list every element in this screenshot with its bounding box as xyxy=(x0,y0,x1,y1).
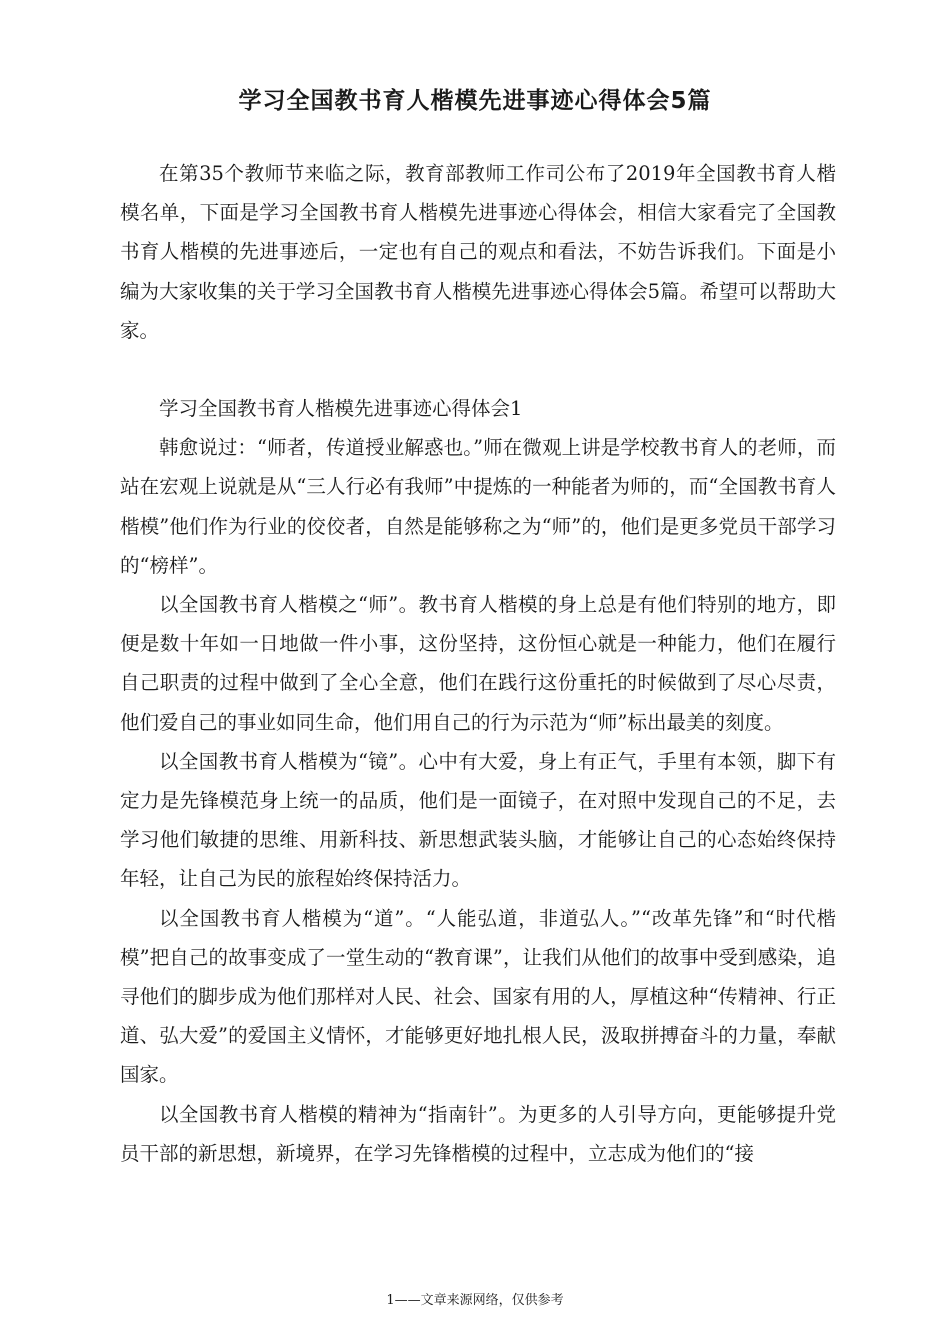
document-body xyxy=(120,154,836,1173)
body-paragraph: 以全国教书育人楷模的精神为“指南针”。为更多的人引导方向，更能够提升党员干部的新思想，新境界，在学习先锋楷模的过程中，立志成为他们的“接 xyxy=(120,1102,836,1165)
body-paragraph: 韩愈说过：“师者，传道授业解惑也。”师在微观上讲是学校教书育人的老师，而站在宏观上说就是从“三人行必有我师”中提炼的一种能者为师的，而“全国教书育人楷模”他们作为行业的佼佼者，自然是能够称之为“师”的，他们是更多党员干部学习的“榜样”。 xyxy=(120,436,836,577)
body-paragraph: 以全国教书育人楷模为“镜”。心中有大爱，身上有正气，手里有本领，脚下有定力是先锋模范身上统一的品质，他们是一面镜子，在对照中发现自己的不足，去学习他们敏捷的思维、用新科技、新思想武装头脑，才能够让自己的心态始终保持年轻，让自己为民的旅程始终保持活力。 xyxy=(120,749,836,891)
body-paragraph: 以全国教书育人楷模之“师”。教书育人楷模的身上总是有他们特别的地方，即便是数十年如一日地做一件小事，这份坚持，这份恒心就是一种能力，他们在履行自己职责的过程中做到了全心全意，他们在践行这份重托的时候做到了尽心尽责，他们爱自己的事业如同生命，他们用自己的行为示范为“师”标出最美的刻度。 xyxy=(120,593,836,734)
body-paragraph: 以全国教书育人楷模为“道”。“人能弘道，非道弘人。”“改革先锋”和“时代楷模”把自己的故事变成了一堂生动的“教育课”，让我们从他们的故事中受到感染，追寻他们的脚步成为他们那样对人民、社会、国家有用的人，厚植这种“传精神、行正道、弘大爱”的爱国主义情怀，才能够更好地扎根人民，汲取拼搏奋斗的力量，奉献国家。 xyxy=(120,906,836,1087)
document-title: 学习全国教书育人楷模先进事迹心得体会5篇 xyxy=(238,88,712,114)
intro-paragraph: 在第35个教师节来临之际，教育部教师工作司公布了2019年全国教书育人楷模名单，下面是学习全国教书育人楷模先进事迹心得体会，相信大家看完了全国教书育人楷模的先进事迹后，一定也有自己的观点和看法，不妨告诉我们。下面是小编为大家收集的关于学习全国教书育人楷模先进事迹心得体会5篇。希望可以帮助大家。 xyxy=(120,162,836,342)
page-footer: 1——文章来源网络，仅供参考 xyxy=(386,1293,564,1308)
section-heading: 学习全国教书育人楷模先进事迹心得体会1 xyxy=(159,397,523,421)
